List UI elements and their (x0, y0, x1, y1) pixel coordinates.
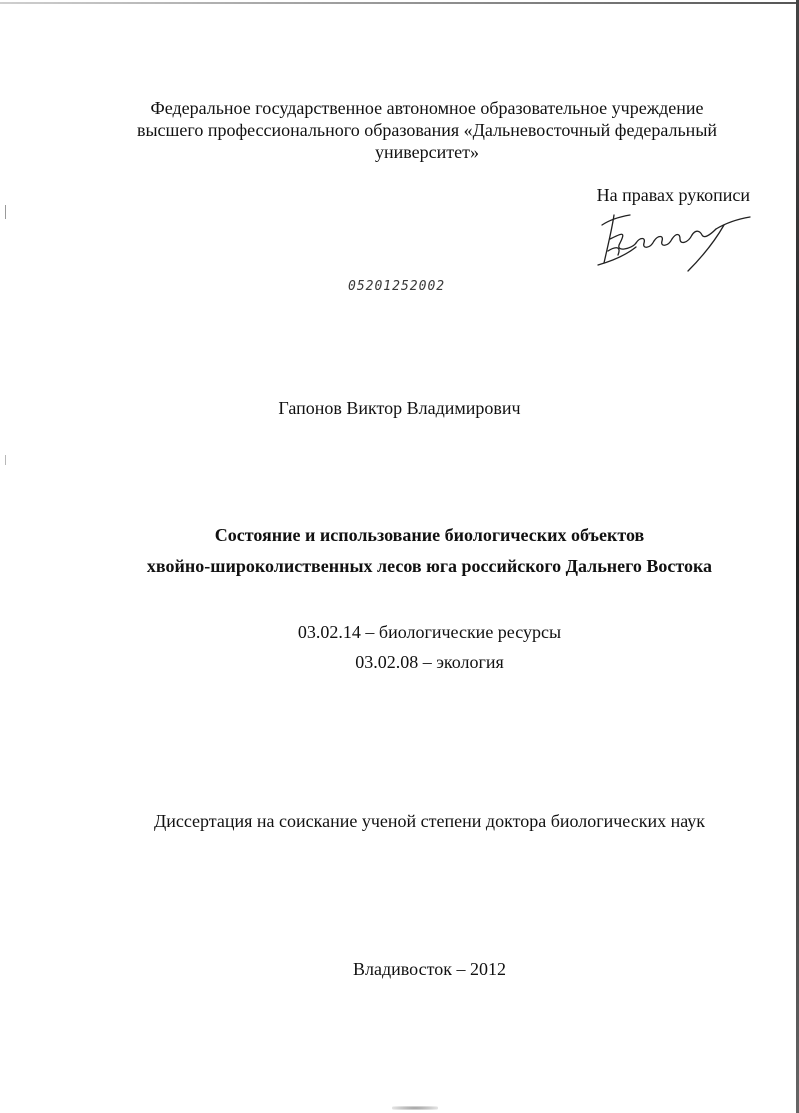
institution-name (100, 97, 754, 163)
degree-statement: Диссертация на соискание ученой степени доктора биологических наук (153, 811, 706, 831)
scan-edge-top (0, 2, 799, 4)
specialty-1: 03.02.14 – биологические ресурсы (297, 622, 562, 642)
title-line-2: хвойно-широколиственных лесов юга российского Дальнего Востока (146, 556, 713, 576)
signature-image (592, 205, 757, 277)
specialty-2: 03.02.08 – экология (355, 652, 504, 672)
author-name: Гапонов Виктор Владимирович (278, 398, 521, 418)
scan-mark-left-lower (5, 455, 6, 465)
institution-line-3: университет» (375, 142, 479, 162)
scan-smudge-bottom (392, 1106, 438, 1110)
institution-line-2: высшего профессионального образования «Дальневосточный федеральный (136, 120, 718, 140)
scan-mark-left (5, 205, 6, 219)
document-number: 05201252002 (348, 279, 446, 294)
manuscript-rights-label: На правах рукописи (596, 185, 750, 205)
title-line-1: Состояние и использование биологических объектов (214, 525, 645, 545)
place-and-year: Владивосток – 2012 (353, 959, 506, 979)
institution-line-1: Федеральное государственное автономное образовательное учреждение (150, 98, 704, 118)
